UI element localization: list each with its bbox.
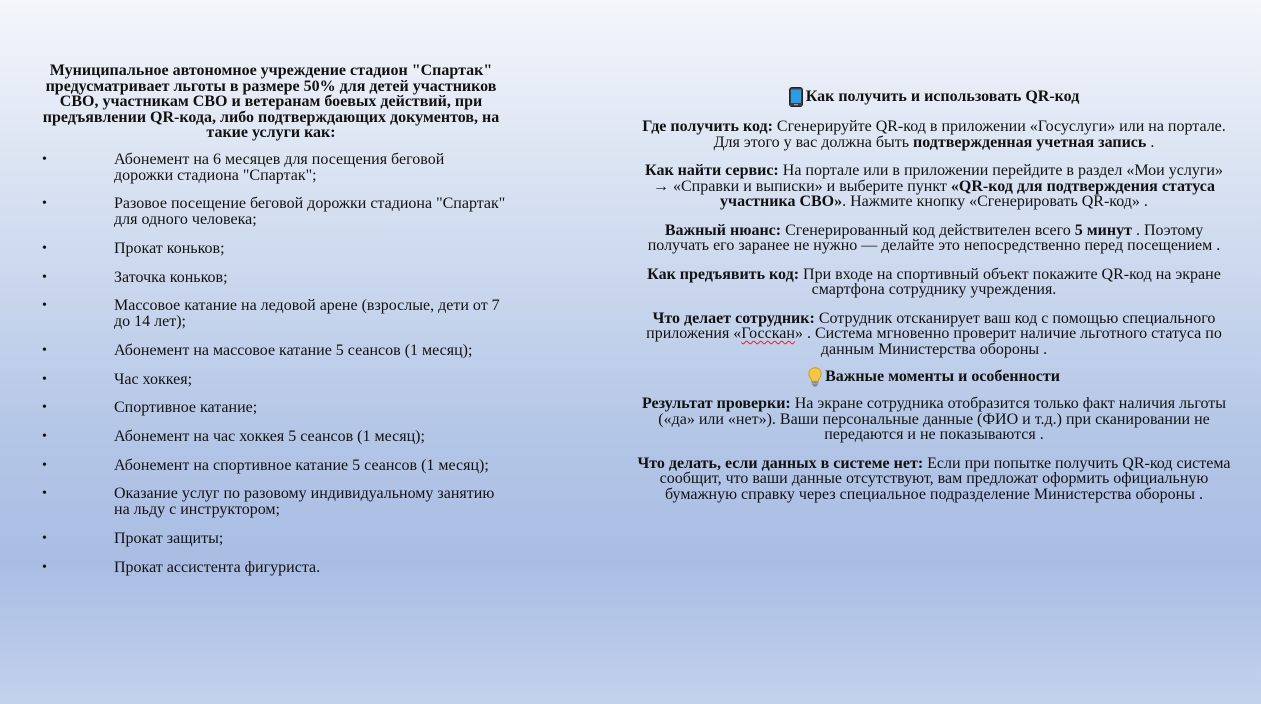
paragraph-text: На портале или в приложении перейдите в раздел «Мои услуги» → «Справки и выписки» и выберите пункт — [652, 162, 1223, 195]
service-text: Прокат защиты; — [114, 530, 224, 548]
light-bulb-icon — [808, 367, 822, 387]
list-item — [36, 298, 506, 330]
service-text: Спортивное катание; — [114, 399, 258, 417]
paragraph-text: При входе на спортивный объект покажите QR-код на экране смартфона сотруднику учреждения. — [799, 265, 1221, 298]
bullet-icon: • — [42, 429, 47, 444]
list-item — [36, 400, 506, 416]
list-item — [36, 270, 506, 286]
paragraph-text: Сотрудник отсканирует ваш код с помощью специального приложения « — [646, 309, 1216, 342]
present-code-paragraph — [636, 267, 1232, 298]
paragraph-label: Что делать, если данных в системе нет: — [637, 454, 924, 472]
bullet-icon: • — [42, 269, 47, 285]
staff-action-paragraph — [636, 311, 1232, 358]
bullet-icon: • — [42, 342, 47, 358]
qr-section-heading — [636, 86, 1232, 108]
service-text: Оказание услуг по разовому индивидуальному занятию на льду с инструктором; — [114, 485, 495, 519]
bullet-icon: • — [42, 298, 47, 314]
list-item — [36, 458, 506, 474]
paragraph-label: Как предъявить код: — [647, 265, 800, 283]
bullet-icon: • — [42, 371, 47, 387]
paragraph-emphasis: «QR-код для подтверждения статуса участника СВО» — [720, 177, 1216, 210]
spellcheck-word: Госскан — [741, 325, 795, 342]
section-title: Как получить и использовать QR-код — [805, 88, 1080, 105]
list-item — [36, 241, 506, 257]
service-text: Абонемент на спортивное катание 5 сеансов (1 месяц); — [114, 456, 489, 474]
list-item — [36, 372, 506, 388]
service-text: Массовое катание на ледовой арене (взрослые, дети от 7 до 14 лет); — [114, 297, 500, 331]
list-item — [36, 429, 506, 445]
no-data-paragraph — [636, 456, 1232, 503]
list-item — [36, 486, 506, 518]
bullet-icon: • — [42, 559, 47, 575]
list-item — [36, 343, 506, 359]
service-text: Прокат коньков; — [114, 239, 225, 257]
paragraph-label: Важный нюанс: — [664, 221, 782, 239]
bullet-icon: • — [42, 151, 47, 167]
list-item — [36, 152, 506, 184]
paragraph-emphasis: 5 минут — [1074, 221, 1132, 239]
find-service-paragraph — [636, 163, 1232, 210]
paragraph-label: Результат проверки: — [641, 395, 791, 412]
paragraph-text: На экране сотрудника отобразится только факт наличия льготы («да» или «нет»). Ваши персональные данные (ФИО и т.д.) при сканировании не передаются и не показываются . — [658, 395, 1227, 443]
list-item — [36, 531, 506, 547]
paragraph-text: » . Система мгновенно проверит наличие льготного статуса по данным Министерства обороны . — [794, 325, 1222, 358]
paragraph-emphasis: подтвержденная учетная запись — [913, 133, 1147, 151]
paragraph-text: Если при попытке получить QR-код система сообщит, что ваши данные отсутствуют, вам предложат оформить официальную бумажную справку через специальное подразделение Министерства обороны . — [659, 454, 1231, 503]
right-column — [636, 86, 1232, 515]
section-title: Важные моменты и особенности — [825, 368, 1060, 385]
service-text: Разовое посещение беговой дорожки стадиона "Спартак" для одного человека; — [114, 195, 506, 229]
benefits-intro: Муниципальное автономное учреждение стадион "Спартак" предусматривает льготы в размере 50% для детей участников СВО, участникам СВО и ветеранам боевых действий, при предъявлении QR-кода, либо подтверждающих документов, на такие услуги как: — [42, 62, 500, 141]
service-text: Абонемент на массовое катание 5 сеансов (1 месяц); — [114, 341, 473, 359]
paragraph-label: Как найти сервис: — [645, 162, 779, 179]
check-result-paragraph — [636, 396, 1232, 443]
bullet-icon: • — [42, 486, 47, 502]
left-column — [36, 63, 506, 588]
service-text: Прокат ассистента фигуриста. — [114, 558, 321, 576]
bullet-icon: • — [42, 400, 47, 416]
mobile-phone-icon — [789, 87, 803, 107]
features-section-heading — [636, 366, 1232, 388]
bullet-icon: • — [42, 457, 47, 473]
bullet-icon: • — [42, 240, 47, 256]
bullet-icon: • — [42, 531, 47, 547]
service-text: Абонемент на 6 месяцев для посещения беговой дорожки стадиона "Спартак"; — [114, 150, 445, 184]
paragraph-text: Сгенерируйте QR-код в приложении «Госуслуги» или на портале. Для этого у вас должна быть — [713, 118, 1226, 151]
service-text: Абонемент на час хоккея 5 сеансов (1 месяц); — [114, 428, 425, 445]
services-list — [36, 152, 506, 576]
paragraph-text: Сгенерированный код действителен всего — [781, 221, 1075, 239]
bullet-icon: • — [42, 196, 47, 212]
paragraph-text: . — [1146, 133, 1155, 151]
paragraph-text: . Поэтому получать его заранее не нужно — делайте это непосредственно перед посещением . — [647, 221, 1221, 254]
list-item — [36, 196, 506, 228]
important-nuance-paragraph — [636, 223, 1232, 254]
service-text: Заточка коньков; — [114, 268, 228, 286]
paragraph-label: Где получить код: — [642, 118, 773, 135]
paragraph-text: . Нажмите кнопку «Сгенерировать QR-код» . — [842, 193, 1148, 210]
paragraph-label: Что делает сотрудник: — [652, 309, 815, 327]
list-item — [36, 560, 506, 576]
service-text: Час хоккея; — [114, 370, 193, 388]
where-to-get-paragraph — [636, 119, 1232, 150]
